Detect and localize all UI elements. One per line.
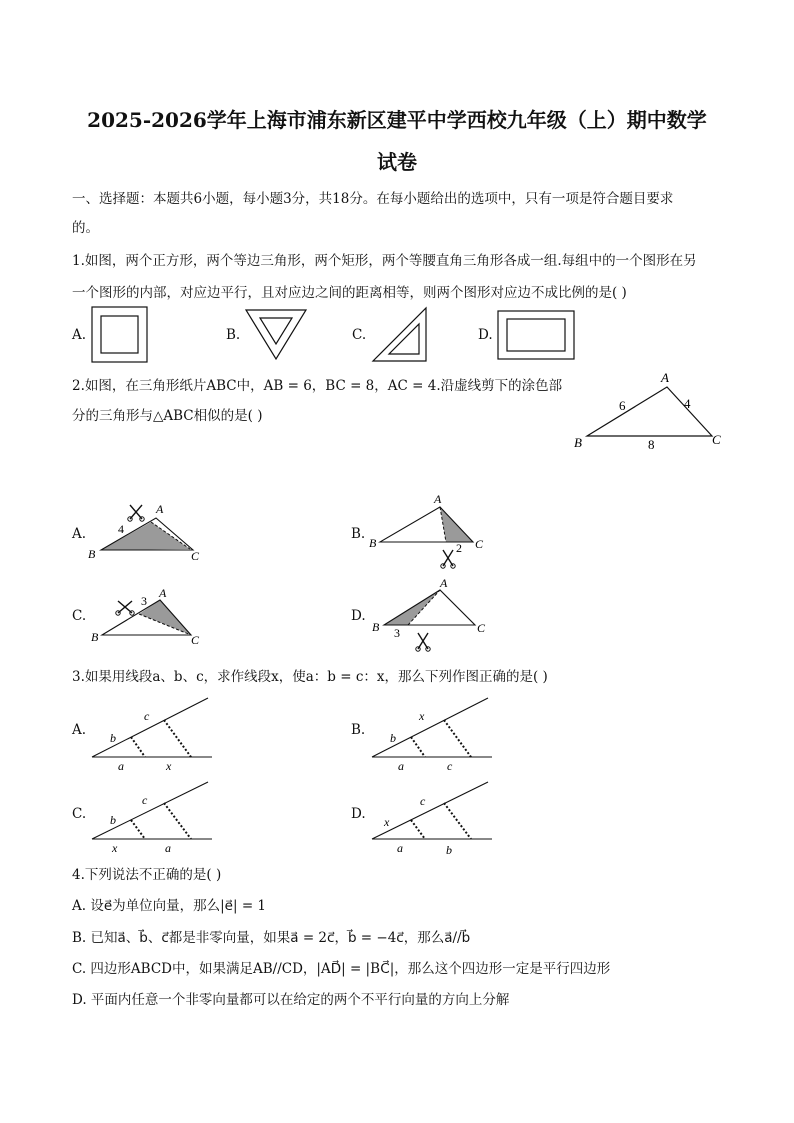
q2-fig-side-ab: 6 — [619, 398, 626, 413]
q4-option-a[interactable]: A. 设e⃗为单位向量，那么|e⃗| = 1 — [72, 898, 267, 914]
q2-option-d-figure — [368, 575, 498, 655]
q3-option-b-label[interactable]: B. — [351, 722, 366, 738]
q1-option-d-figure — [496, 309, 576, 361]
q3-option-d-figure — [368, 774, 498, 859]
scissors-icon — [116, 601, 134, 615]
svg-text:a: a — [165, 841, 171, 855]
q1-stem-cont: 一个图形的内部，对应边平行，且对应边之间的距离相等，则两个图形对应边不成比例的是( ) — [72, 285, 627, 301]
svg-text:x: x — [166, 759, 172, 773]
svg-text:c: c — [420, 794, 426, 808]
q2-triangle-figure — [560, 365, 740, 460]
svg-text:B: B — [91, 630, 99, 644]
q1-option-a-figure — [90, 305, 150, 365]
svg-text:A: A — [156, 502, 164, 516]
q1-option-a-label[interactable]: A. — [72, 327, 87, 343]
q2-option-a-figure — [88, 497, 218, 567]
q1-option-d-label[interactable]: D. — [478, 327, 493, 343]
svg-text:c: c — [144, 709, 150, 723]
q2-option-b-figure — [368, 490, 508, 570]
svg-text:x: x — [384, 815, 390, 829]
q1-option-c-label[interactable]: C. — [352, 327, 367, 343]
q3-option-a-figure — [88, 690, 218, 775]
q3-stem: 3.如果用线段a、b、c，求作线段x，使a：b = c：x，那么下列作图正确的是( ) — [72, 669, 548, 685]
q2-fig-side-bc: 8 — [648, 437, 655, 452]
svg-text:b: b — [110, 731, 116, 745]
svg-text:C: C — [475, 537, 484, 551]
section-instructions-cont: 的。 — [72, 220, 99, 236]
q2-option-a-label[interactable]: A. — [72, 526, 87, 542]
svg-text:a: a — [118, 759, 124, 773]
q1-option-b-figure — [244, 307, 310, 362]
q2a-num: 4 — [118, 522, 124, 536]
q2-option-c-label[interactable]: C. — [72, 608, 87, 624]
q4-option-c[interactable]: C. 四边形ABCD中，如果满足AB//CD，|AD⃗| = |BC⃗|，那么这个四边形一定是平行四边形 — [72, 961, 611, 977]
scissors-icon — [441, 550, 455, 568]
svg-text:c: c — [142, 793, 148, 807]
svg-text:C: C — [477, 621, 486, 635]
svg-text:A: A — [159, 586, 167, 600]
q2-fig-label-b: B — [574, 435, 582, 450]
svg-text:A: A — [434, 492, 442, 506]
svg-text:x: x — [419, 709, 425, 723]
svg-text:a: a — [398, 759, 404, 773]
q2-option-c-figure — [88, 585, 218, 647]
section-instructions: 一、选择题：本题共6小题，每小题3分，共18分。在每小题给出的选项中，只有一项是符合题目要求 — [72, 191, 674, 207]
q3-option-b-figure — [368, 690, 498, 775]
svg-text:C: C — [191, 633, 200, 647]
q4-option-b[interactable]: B. 已知a⃗、b⃗、c⃗都是非零向量，如果a⃗ = 2c⃗，b⃗ = −4c⃗，那么a⃗//b⃗ — [72, 930, 471, 946]
svg-text:a: a — [397, 841, 403, 855]
q2-fig-side-ac: 4 — [684, 396, 691, 411]
q2d-num: 3 — [394, 626, 400, 640]
q1-stem: 1.如图，两个正方形，两个等边三角形，两个矩形，两个等腰直角三角形各成一组.每组中的一个图形在另 — [72, 253, 697, 269]
q2-fig-label-c: C — [712, 432, 721, 447]
q2-option-d-label[interactable]: D. — [351, 608, 366, 624]
q2-stem: 2.如图，在三角形纸片ABC中，AB = 6，BC = 8，AC = 4.沿虚线剪下的涂色部 — [72, 378, 563, 394]
q4-option-d[interactable]: D. 平面内任意一个非零向量都可以在给定的两个不平行向量的方向上分解 — [72, 992, 510, 1008]
svg-text:b: b — [390, 731, 396, 745]
q2-fig-label-a: A — [661, 370, 669, 385]
svg-text:B: B — [369, 536, 377, 550]
q3-option-d-label[interactable]: D. — [351, 806, 366, 822]
svg-text:b: b — [446, 843, 452, 857]
svg-text:B: B — [372, 620, 380, 634]
svg-text:B: B — [88, 547, 96, 561]
q1-option-b-label[interactable]: B. — [226, 327, 241, 343]
svg-text:b: b — [110, 813, 116, 827]
svg-text:A: A — [440, 576, 448, 590]
q2c-num: 3 — [141, 594, 147, 608]
scissors-icon — [128, 505, 144, 521]
scissors-icon — [416, 633, 430, 651]
q3-option-c-label[interactable]: C. — [72, 806, 87, 822]
q2-option-b-label[interactable]: B. — [351, 526, 366, 542]
q2b-num: 2 — [456, 541, 462, 555]
svg-text:C: C — [191, 549, 200, 563]
page-title: 2025-2026学年上海市浦东新区建平中学西校九年级（上）期中数学 — [87, 108, 707, 132]
q1-option-c-figure — [370, 305, 430, 365]
svg-text:c: c — [447, 759, 453, 773]
q4-stem: 4.下列说法不正确的是( ) — [72, 867, 222, 883]
q3-option-c-figure — [88, 774, 218, 859]
q3-option-a-label[interactable]: A. — [72, 722, 87, 738]
q2-stem-cont: 分的三角形与△ABC相似的是( ) — [72, 408, 263, 424]
svg-text:x: x — [112, 841, 118, 855]
page-title-line2: 试卷 — [377, 150, 417, 174]
